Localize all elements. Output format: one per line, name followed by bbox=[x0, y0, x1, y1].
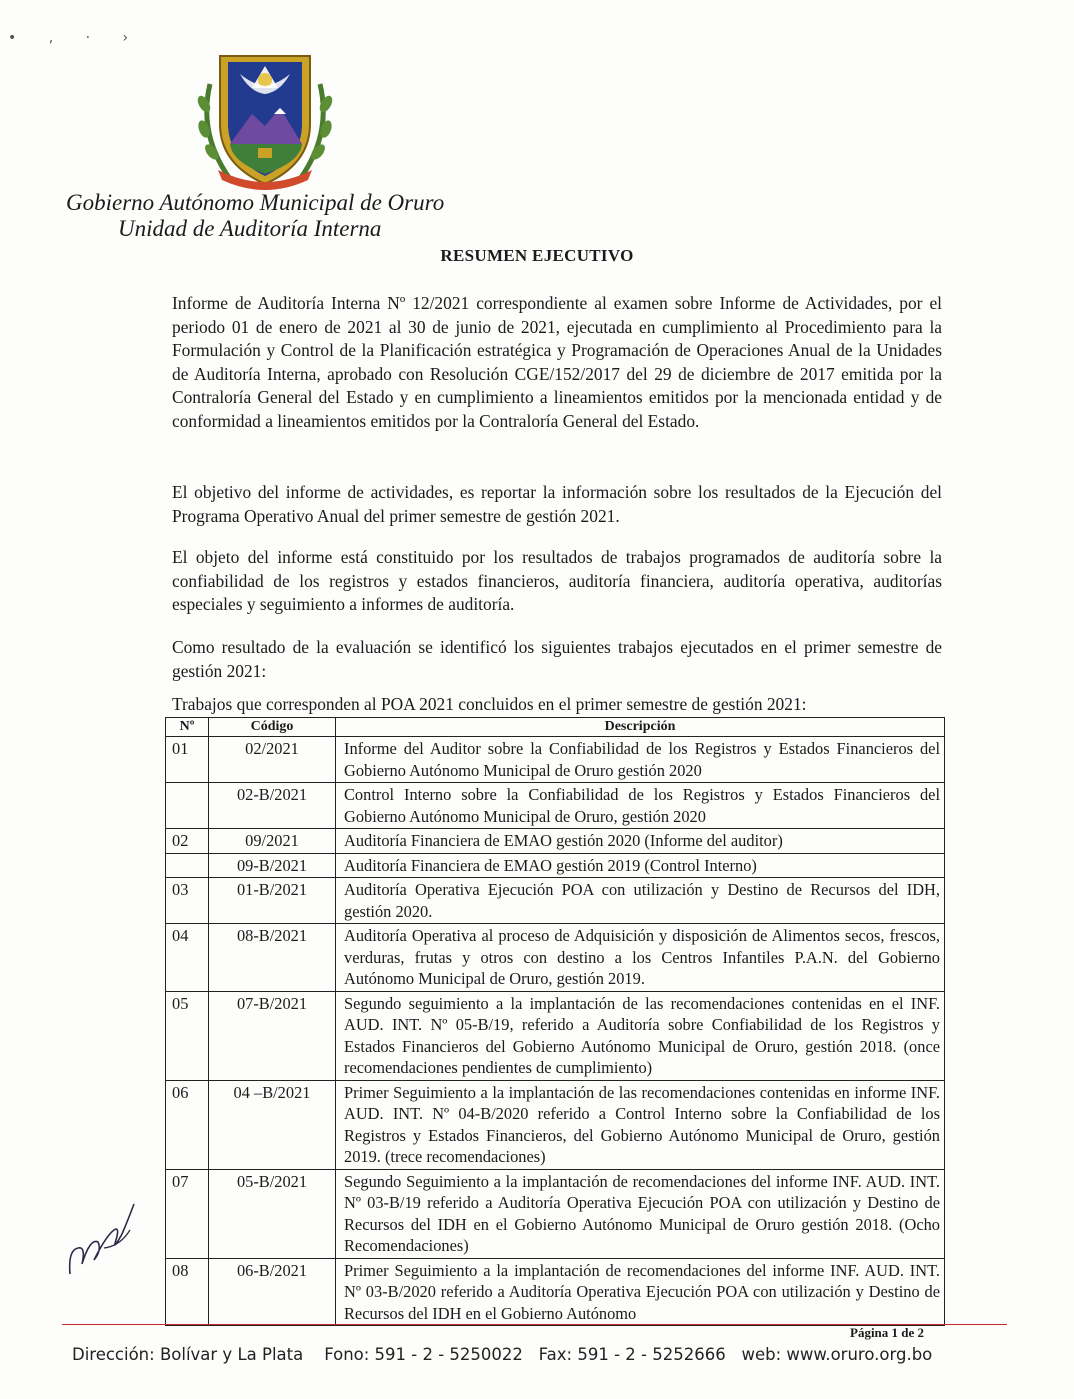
row-description: Auditoría Financiera de EMAO gestión 2019 (Control Interno) bbox=[336, 853, 945, 878]
row-number bbox=[166, 783, 209, 829]
row-number: 07 bbox=[166, 1169, 209, 1258]
footer-phone: Fono: 591 - 2 - 5250022 bbox=[324, 1345, 523, 1364]
footer-web: web: www.oruro.org.bo bbox=[741, 1345, 933, 1364]
table-row bbox=[166, 991, 945, 1080]
footer-fax: Fax: 591 - 2 - 5252666 bbox=[538, 1345, 726, 1364]
municipal-crest-logo bbox=[190, 44, 340, 194]
footer-address: Dirección: Bolívar y La Plata bbox=[72, 1345, 304, 1364]
row-description: Segundo Seguimiento a la implantación de recomendaciones del informe INF. AUD. INT. Nº 03-B/19 referido a Auditoría Operativa Ejecución POA con utilización y Destino de Recursos del IDH en el Gobierno Autónomo Municipal de Oruro gestión 2018. (Ocho Recomendaciones) bbox=[336, 1169, 945, 1258]
row-code: 08-B/2021 bbox=[209, 924, 336, 992]
row-number: 03 bbox=[166, 878, 209, 924]
row-code: 02-B/2021 bbox=[209, 783, 336, 829]
row-code: 09-B/2021 bbox=[209, 853, 336, 878]
row-code: 04 –B/2021 bbox=[209, 1080, 336, 1169]
row-description: Informe del Auditor sobre la Confiabilidad de los Registros y Estados Financieros del Gobierno Autónomo Municipal de Oruro gestión 2020 bbox=[336, 737, 945, 783]
row-description: Auditoría Operativa al proceso de Adquisición y disposición de Alimentos secos, frescos, verduras, frutas y otros con destino a los Centros Infantiles P.A.N. del Gobierno Autónomo Municipal de Oruro, gestión 2019. bbox=[336, 924, 945, 992]
table-row bbox=[166, 924, 945, 992]
row-description: Primer Seguimiento a la implantación de recomendaciones del informe INF. AUD. INT. Nº 03-B/2020 referido a Auditoría Operativa Ejecución POA con utilización y Destino de Recursos del IDH en el Gobierno Autónomo bbox=[336, 1258, 945, 1326]
scan-marks: • , · › bbox=[8, 30, 143, 46]
table-row bbox=[166, 829, 945, 854]
row-number: 06 bbox=[166, 1080, 209, 1169]
row-code: 05-B/2021 bbox=[209, 1169, 336, 1258]
table-row bbox=[166, 783, 945, 829]
org-line-2: Unidad de Auditoría Interna bbox=[118, 216, 382, 241]
footer-contact bbox=[72, 1345, 932, 1364]
works-table bbox=[165, 717, 945, 1326]
row-code: 02/2021 bbox=[209, 737, 336, 783]
row-number: 01 bbox=[166, 737, 209, 783]
row-code: 01-B/2021 bbox=[209, 878, 336, 924]
row-number: 04 bbox=[166, 924, 209, 992]
header-code: Código bbox=[209, 718, 336, 737]
paragraph-4: Como resultado de la evaluación se identificó los siguientes trabajos ejecutados en el primer semestre de gestión 2021: bbox=[172, 637, 942, 681]
row-code: 09/2021 bbox=[209, 829, 336, 854]
page-number: Página 1 de 2 bbox=[850, 1325, 925, 1340]
table-row bbox=[166, 1258, 945, 1326]
header-number: Nº bbox=[166, 718, 209, 737]
row-description: Auditoría Operativa Ejecución POA con utilización y Destino de Recursos del IDH, gestión 2020. bbox=[336, 878, 945, 924]
table-row bbox=[166, 1080, 945, 1169]
organization-name bbox=[66, 190, 444, 242]
table-row bbox=[166, 853, 945, 878]
table-row bbox=[166, 737, 945, 783]
table-row bbox=[166, 1169, 945, 1258]
paragraph-1: Informe de Auditoría Interna Nº 12/2021 correspondiente al examen sobre Informe de Actividades, por el periodo 01 de enero de 2021 al 30 de junio de 2021, ejecutada en cumplimiento al Procedimiento para la Formulación y Control de la Planificación estratégica y Programación de Operaciones Anual de la Unidades de Auditoría Interna, aprobado con Resolución CGE/152/2017 del 29 de diciembre de 2017 emitida por la Contraloría General del Estado y en cumplimiento a lineamientos emitidos por la mencionada entidad y de conformidad a lineamientos emitidos por la Contraloría General del Estado. bbox=[172, 293, 942, 431]
row-description: Segundo seguimiento a la implantación de las recomendaciones contenidas en el INF. AUD. INT. Nº 05-B/19, referido a Auditoría sobre Confiabilidad de los Registros y Estados Financieros del Gobierno Autónomo Municipal de Oruro, gestión 2018. (once recomendaciones pendientes de cumplimiento) bbox=[336, 991, 945, 1080]
row-description: Control Interno sobre la Confiabilidad de los Registros y Estados Financieros del Gobierno Autónomo Municipal de Oruro, gestión 2020 bbox=[336, 783, 945, 829]
paragraph-3: El objeto del informe está constituido por los resultados de trabajos programados de auditoría sobre la confiabilidad de los registros y estados financieros, auditoría financiera, auditoría operativa, auditorías especiales y seguimiento a informes de auditoría. bbox=[172, 547, 942, 614]
header-description: Descripción bbox=[336, 718, 945, 737]
table-row bbox=[166, 878, 945, 924]
paragraph-2: El objetivo del informe de actividades, es reportar la información sobre los resultados de la Ejecución del Programa Operativo Anual del primer semestre de gestión 2021. bbox=[172, 482, 942, 526]
handwritten-signature bbox=[64, 1190, 144, 1280]
table-caption: Trabajos que corresponden al POA 2021 concluidos en el primer semestre de gestión 2021: bbox=[172, 694, 807, 714]
row-number bbox=[166, 853, 209, 878]
table-header-row bbox=[166, 718, 945, 737]
document-title: RESUMEN EJECUTIVO bbox=[440, 246, 634, 265]
row-code: 07-B/2021 bbox=[209, 991, 336, 1080]
row-description: Auditoría Financiera de EMAO gestión 2020 (Informe del auditor) bbox=[336, 829, 945, 854]
row-number: 02 bbox=[166, 829, 209, 854]
row-code: 06-B/2021 bbox=[209, 1258, 336, 1326]
row-number: 08 bbox=[166, 1258, 209, 1326]
row-number: 05 bbox=[166, 991, 209, 1080]
row-description: Primer Seguimiento a la implantación de las recomendaciones contenidas en informe INF. AUD. INT. Nº 04-B/2020 referido a Control Interno sobre la Confiabilidad de los Registros y Estados Financieros, del Gobierno Autónomo Municipal de Oruro, gestión 2019. (trece recomendaciones) bbox=[336, 1080, 945, 1169]
org-line-1: Gobierno Autónomo Municipal de Oruro bbox=[66, 190, 445, 215]
